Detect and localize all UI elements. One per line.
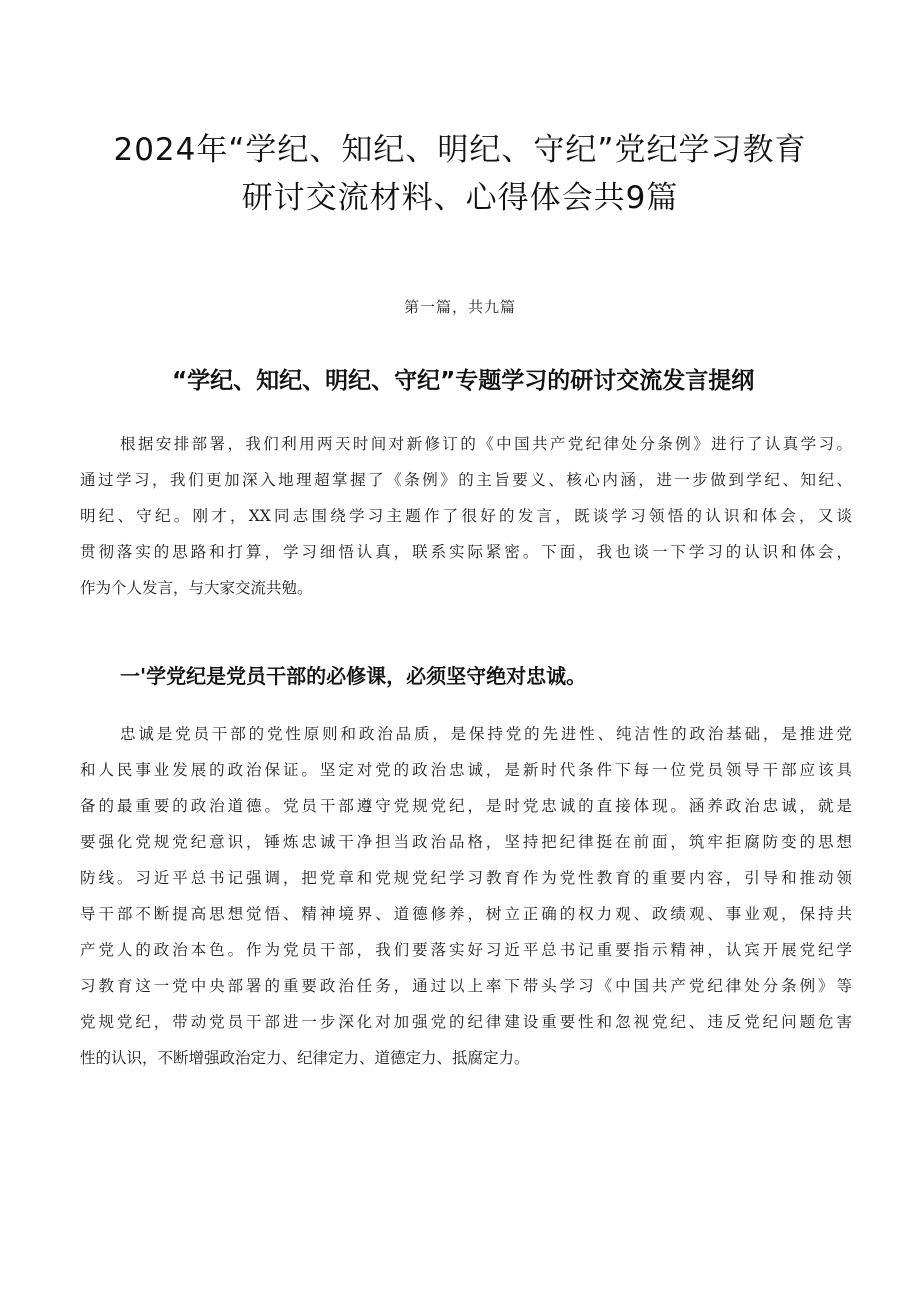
- intro-line: 通过学习，我们更加深入地理超掌握了《条例》的主旨要义、核心内涵，进一步做到学纪、知纪、: [80, 471, 852, 489]
- document-title-line1: 2024年“学纪、知纪、明纪、守纪”党纪学习教育: [113, 132, 807, 168]
- section1-line: 党规党纪，带动党员干部进一步深化对加强党的纪律建设重要性和忽视党纪、违反党纪问题危害: [80, 1013, 852, 1031]
- section-subtitle: “学纪、知纪、明纪、守纪”专题学习的研讨交流发言提纲: [172, 368, 755, 394]
- section1-paragraph: [80, 716, 852, 1076]
- part-label: 第一篇，共九篇: [403, 298, 516, 316]
- intro-line: 根据安排部署，我们利用两天时间对新修订的《中国共产党纪律处分条例》进行了认真学习。: [120, 435, 852, 453]
- section1-line: 导干部不断提高思想觉悟、精神境界、道德修养，树立正确的权力观、政绩观、事业观，保持共: [80, 905, 852, 923]
- intro-paragraph: [80, 426, 852, 606]
- section1-line: 和人民事业发展的政治保证。坚定对党的政治忠诚，是新时代条件下每一位党员领导干部应该具: [80, 761, 852, 779]
- section1-line: 忠诚是党员干部的党性原则和政治品质，是保持党的先进性、纯洁性的政治基础，是推进党: [120, 725, 852, 743]
- section1-line: 性的认识，不断增强政治定力、纪律定力、道德定力、抵腐定力。: [80, 1049, 530, 1067]
- intro-line: 贯彻落实的思路和打算，学习细悟认真，联系实际紧密。下面，我也谈一下学习的认识和体会，: [80, 543, 852, 561]
- section1-line: 备的最重要的政治道德。党员干部遵守党规党纪，是时党忠诚的直接体现。涵养政治忠诚，就是: [80, 797, 852, 815]
- section1-line: 产党人的政治本色。作为党员干部，我们要落实好习近平总书记重要指示精神，认宾开展党纪学: [80, 941, 852, 959]
- section1-line: 习教育这一党中央部署的重要政治任务，通过以上率下带头学习《中国共产党纪律处分条例》等: [80, 977, 852, 995]
- document-title-line2: 研讨交流材料、心得体会共9篇: [241, 180, 679, 216]
- section1-heading: 一'学党纪是党员干部的必修课，必须坚守绝对忠诚。: [120, 664, 587, 688]
- section1-line: 防线。习近平总书记强调，把党章和党规党纪学习教育作为党性教育的重要内容，引导和推动领: [80, 869, 852, 887]
- intro-line: 作为个人发言，与大家交流共勉。: [80, 579, 313, 597]
- section1-line: 要强化党规党纪意识，锤炼忠诚干净担当政治品格，坚持把纪律挺在前面，筑牢拒腐防变的思想: [80, 833, 852, 851]
- intro-line: 明纪、守纪。刚才，XX同志围绕学习主题作了很好的发言，既谈学习领悟的认识和体会，又谈: [80, 507, 852, 525]
